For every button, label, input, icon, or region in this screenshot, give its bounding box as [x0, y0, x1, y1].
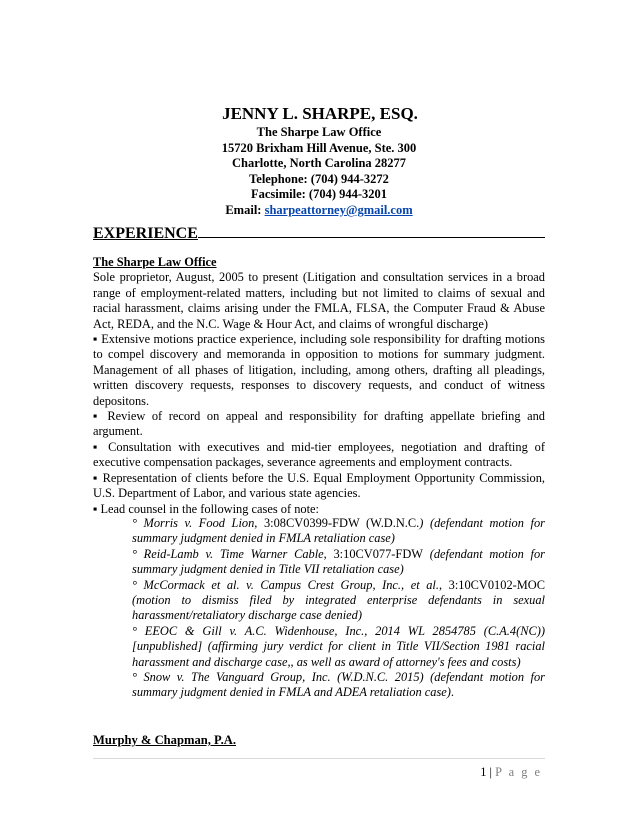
section-title: EXPERIENCE	[93, 225, 198, 242]
footer-divider	[93, 758, 545, 759]
section-rule	[198, 223, 545, 238]
bullet-item: ▪ Review of record on appeal and responsibility for drafting appellate briefing and argument.	[93, 409, 545, 439]
case-name: ° McCormack et al. v. Campus Crest Group, Inc., et al.	[132, 577, 439, 592]
case-name: ° Snow v. The Vanguard Group, Inc. (W.D.N.C. 2015) (defendant motion for summary judgment denied in FMLA and ADEA retaliation case)	[132, 670, 545, 700]
facsimile: Facsimile: (704) 944-3201	[250, 187, 388, 202]
page-footer	[480, 765, 542, 780]
page-separator: |	[486, 765, 496, 779]
job-sharpe-law-office	[93, 255, 545, 517]
case-description: ) (defendant motion for summary judgment denied in FMLA retaliation case)	[132, 516, 545, 546]
telephone: Telephone: (704) 944-3272	[249, 171, 389, 186]
page-number: 1	[480, 765, 487, 779]
case-item	[132, 624, 545, 670]
address-line-2: Charlotte, North Carolina 28277	[231, 156, 407, 171]
job-title-murphy-chapman: Murphy & Chapman, P.A.	[93, 733, 236, 747]
case-item	[132, 516, 545, 547]
address-line-1: 15720 Brixham Hill Avenue, Ste. 300	[221, 140, 417, 155]
email-label: Email:	[225, 202, 262, 217]
office-name: The Sharpe Law Office	[256, 125, 382, 139]
bullet-item: ▪ Extensive motions practice experience, including sole responsibility for drafting motions to compel discovery and memoranda in opposition to motions for summary judgment. Management of all phases of litigation, including, among others, drafting all pleadings, written discovery requests, responses to discovery requests, and conduct of witness depositons.	[93, 332, 545, 408]
case-number: , 3:10CV0102-MOC	[438, 577, 545, 592]
attorney-name: JENNY L. SHARPE, ESQ.	[222, 104, 418, 123]
case-name: ° Morris v. Food Lion	[132, 516, 255, 530]
bullet-item: ▪ Consultation with executives and mid-tier employees, negotiation and drafting of executive compensation packages, severance agreements and employment contracts.	[93, 439, 545, 470]
case-item	[132, 547, 545, 578]
case-name: ° EEOC & Gill v. A.C. Widenhouse, Inc., 2014 WL 2854785 (C.A.4(NC)) [unpublished] (affirming jury verdict for client in Title VII/Section 1981 racial harassment and discharge case,, as well as award of attorney's fees and costs)	[132, 623, 545, 669]
case-number: , 3:08CV0399-FDW (W.D.N.C.	[254, 516, 420, 530]
case-name: ° Reid-Lamb v. Time Warner Cable	[132, 546, 324, 561]
job-summary: Sole proprietor, August, 2005 to present (Litigation and consultation services in a broad range of employment-related matters, including but not limited to claims of sexual and racial harassment, claims arising under the FMLA, FLSA, the Computer Fraud & Abuse Act, REDA, and the N.C. Wage & Hour Act, and claims of wrongful discharge)	[93, 270, 545, 331]
letterhead	[0, 103, 638, 219]
case-item	[132, 670, 545, 701]
case-number: .	[450, 685, 455, 700]
bullet-item: ▪ Lead counsel in the following cases of note:	[93, 501, 319, 516]
email-line	[0, 203, 638, 219]
job-title: The Sharpe Law Office	[93, 255, 217, 269]
case-number: , 3:10CV077-FDW	[323, 546, 423, 561]
bullet-item: ▪ Representation of clients before the U.S. Equal Employment Opportunity Commission, U.S. Department of Labor, and various state agencies.	[93, 470, 545, 501]
email-link[interactable]: sharpeattorney@gmail.com	[264, 202, 413, 217]
page-label: P a g e	[495, 765, 542, 779]
case-list	[132, 516, 545, 701]
section-heading-experience	[93, 223, 545, 244]
case-item	[132, 578, 545, 624]
case-description: (defendant motion for summary judgment denied in Title VII retaliation case)	[132, 546, 545, 577]
case-description: (motion to dismiss filed by integrated enterprise defendants in sexual harassment/retaliatory discharge case denied)	[132, 593, 545, 623]
